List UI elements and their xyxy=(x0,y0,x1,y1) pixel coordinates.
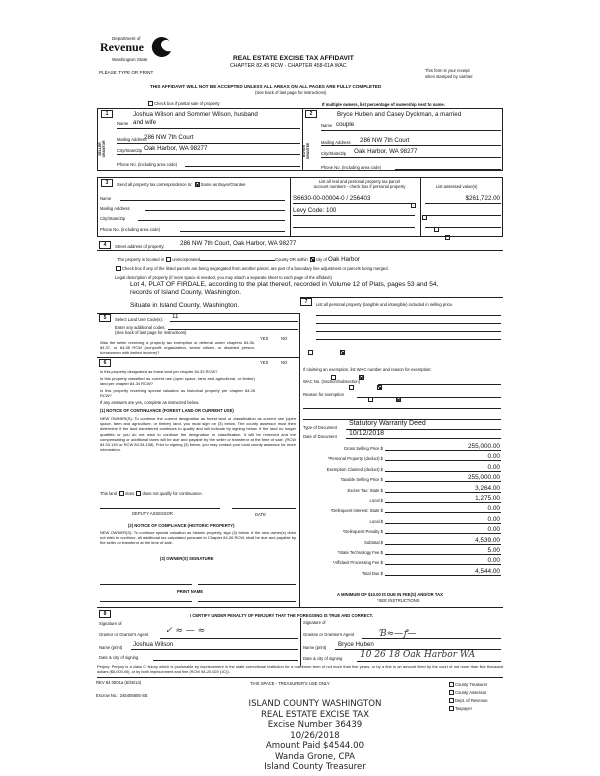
owner-signature-field[interactable] xyxy=(100,584,192,585)
city-checkbox[interactable] xyxy=(310,257,315,262)
copy-dept-revenue: Dept. of Revenue xyxy=(455,698,488,703)
dor-logo-icon xyxy=(150,35,174,57)
amount-line xyxy=(385,512,501,513)
personal-property-checkbox[interactable] xyxy=(434,227,439,232)
buyer-phone-label: Phone No. (including area code) xyxy=(321,165,382,170)
land-use-code[interactable]: 11 xyxy=(172,313,179,320)
q-no-checkbox[interactable] xyxy=(340,350,345,355)
legal-description-1[interactable]: Lot 4, PLAT OF FIRDALE, according to the plat thereof, recorded in Volume 12 of Plats, pages 53 and 54, xyxy=(130,281,439,288)
logo-state: Washington State xyxy=(112,57,148,62)
copy-checkbox[interactable] xyxy=(449,698,454,703)
corr-city-label: City/State/Zip xyxy=(100,216,126,221)
amount-line xyxy=(385,471,501,472)
stamp-line: REAL ESTATE EXCISE TAX xyxy=(260,709,370,720)
amount-value[interactable]: 1,275.00 xyxy=(475,495,500,502)
section-4-number: 4 xyxy=(99,241,111,249)
exemption-label: If claiming an exemption, list WAC number and reason for exemption: xyxy=(303,367,432,372)
line xyxy=(425,227,501,228)
send-correspondence-label: Send all property tax correspondence to: xyxy=(117,182,193,187)
buyer-name-label: Name xyxy=(321,123,333,128)
unincorporated-checkbox[interactable] xyxy=(166,257,171,262)
stamp-date: 10/26/2018 xyxy=(290,730,340,741)
line xyxy=(97,677,503,678)
q-yes-checkbox[interactable] xyxy=(349,385,354,390)
escrow-number: Escrow No.: 245405605-SE xyxy=(96,693,148,698)
personal-property-checkbox[interactable] xyxy=(411,203,416,208)
form-title: REAL ESTATE EXCISE TAX AFFIDAVIT xyxy=(233,55,354,62)
date-label: DATE xyxy=(255,512,266,517)
copy-distribution xyxy=(448,681,488,713)
parcel-header-2: account numbers - check box if personal property xyxy=(313,184,406,189)
section-6-number: 6 xyxy=(99,359,111,367)
date-city-label: Date & city of signing xyxy=(99,655,139,660)
corr-address-field[interactable] xyxy=(145,210,285,211)
line xyxy=(97,607,503,608)
line xyxy=(97,313,300,314)
buyer-label: BUYER GRANTEE xyxy=(302,142,310,160)
copy-county-treasurer: County Treasurer xyxy=(455,682,488,687)
amount-line xyxy=(385,450,501,451)
reason-field[interactable] xyxy=(357,397,501,398)
segregated-checkbox[interactable] xyxy=(116,266,121,271)
doc-date-label: Date of Document xyxy=(303,434,337,439)
amount-line xyxy=(385,502,501,503)
current-use-question: Is this property classified as current use (open space, farm and agricultural, or timber) land per chapter 84.34 RCW? xyxy=(100,376,255,387)
located-label: The property is located in xyxy=(117,257,165,262)
doc-date[interactable]: 10/12/2018 xyxy=(349,430,385,437)
section-1-number: 1 xyxy=(101,110,113,118)
print-name-field[interactable] xyxy=(100,601,192,602)
partial-label: Check box if partial sale of property xyxy=(154,101,220,106)
amount-value[interactable]: 0.00 xyxy=(487,515,500,523)
amount-label: Excise Tax: State $ xyxy=(347,487,383,493)
multiple-owners-note: If multiple owners, list percentage of ownership next to name. xyxy=(322,102,445,107)
historic-question: Is this property receiving special valuation as historical property per chapter 84.26 RCW? xyxy=(100,388,255,399)
stamp-excise-number: Excise Number 36439 xyxy=(267,720,363,730)
copy-checkbox[interactable] xyxy=(449,690,454,695)
copy-checkbox[interactable] xyxy=(449,706,454,711)
notice-continuance-text: NEW OWNER(S): To continue the current designation as forest land or classification as current use (open space, farm and agriculture, or timber) land, you must sign on (3) below. The county assessor must then determine if the land transferred continues to qualify and will indicate by signing below. If the land no longer qualifies or you do not wish to continue the designation or classification, it will be removed and the compensating or additional taxes will be due and payable by the seller or transferor at the time of sale. (RCW 84.33.140 or RCW 84.34.108). Prior to signing (3) below, you may contact your local county assessor for more information. xyxy=(100,416,296,453)
personal-property-checkbox[interactable] xyxy=(422,215,427,220)
signature-of-label: Signature of xyxy=(303,620,326,625)
assessed-value[interactable]: $261,722.00 xyxy=(465,195,500,202)
grantee-date-city[interactable]: 10 26 18 Oak Harbor WA xyxy=(360,650,476,660)
corr-name-label: Name xyxy=(100,196,112,201)
additional-codes-label: Enter any additional codes: xyxy=(115,325,166,330)
amount-line xyxy=(385,460,501,461)
buyer-name-2[interactable]: couple xyxy=(336,121,355,128)
line xyxy=(425,203,501,204)
divider xyxy=(420,177,421,237)
amount-label: *Affidavit Processing Fee $ xyxy=(332,560,383,566)
reason-field[interactable] xyxy=(303,408,501,409)
form-chapter: CHAPTER 82.45 RCW - CHAPTER 458-61A WAC xyxy=(230,63,347,69)
line xyxy=(293,203,415,204)
unincorporated-label: unincorporated xyxy=(172,257,201,262)
legal-description-2[interactable]: records of Island County, Washington. xyxy=(130,289,242,296)
seller-address-label: Mailing Address xyxy=(117,137,147,142)
seller-city[interactable]: Oak Harbor, WA 98277 xyxy=(144,145,208,152)
assessed-header: List assessed value(s) xyxy=(436,184,478,189)
personal-property-field[interactable] xyxy=(316,331,501,332)
county-or-label: County OR within xyxy=(275,257,308,262)
seller-phone-field[interactable] xyxy=(185,166,300,167)
name-print-label: Name (print) xyxy=(99,645,123,650)
amount-label: *Personal Property (deduct) $ xyxy=(327,456,383,462)
owner-signature-label: (3) OWNER(S) SIGNATURE xyxy=(160,556,214,561)
amount-line xyxy=(385,481,501,482)
line xyxy=(300,297,503,298)
seller-address[interactable]: 286 NW 7th Court xyxy=(144,134,194,141)
reason-label: Reason for exemption xyxy=(303,392,344,397)
stamp-line: ISLAND COUNTY WASHINGTON xyxy=(248,699,382,709)
date-city-label: Date & city of signing xyxy=(303,656,343,661)
yes-header: YES xyxy=(260,336,269,341)
section-2-number: 2 xyxy=(305,110,317,118)
print-name-field[interactable] xyxy=(198,601,296,602)
amount-line xyxy=(385,492,501,493)
this-land-label: This land xyxy=(100,491,117,496)
grantor-agent-label: Grantor or Grantor's Agent xyxy=(99,632,149,637)
amount-value[interactable]: 0.00 xyxy=(487,557,500,565)
amount-label: Subtotal $ xyxy=(364,539,383,545)
line xyxy=(97,357,300,358)
q-yes-checkbox[interactable] xyxy=(308,350,313,355)
amount-line xyxy=(385,533,501,534)
stamp-treasurer-title: Island County Treasurer xyxy=(264,762,366,772)
stamp-treasurer-name: Wanda Grone, CPA xyxy=(274,751,356,762)
divider xyxy=(290,177,291,237)
see-back: (See back of last page for instructions) xyxy=(255,90,327,95)
seller-label: SELLER GRANTOR xyxy=(98,140,106,158)
does-label: does xyxy=(125,491,135,496)
q-yes-checkbox[interactable] xyxy=(368,397,373,402)
amount-value[interactable]: 3,264.00 xyxy=(475,484,500,492)
buyer-address-label: Mailing Address xyxy=(321,140,351,145)
line xyxy=(170,321,298,322)
buyer-city-label: City/State/Zip xyxy=(321,151,347,156)
deputy-signature-field[interactable] xyxy=(100,508,220,509)
section-3-number: 3 xyxy=(101,179,113,187)
corr-city-field[interactable] xyxy=(138,220,285,221)
no-header: NO xyxy=(281,336,288,341)
corr-phone-field[interactable] xyxy=(180,231,285,232)
land-use-label: Select Land Use Code(s): xyxy=(115,317,163,322)
amount-label: *State Technology Fee $ xyxy=(337,550,383,555)
seller-city-label: City/State/Zip xyxy=(117,148,143,153)
logo-revenue: Revenue xyxy=(100,40,144,54)
signature-of-label: Signature of xyxy=(99,621,122,626)
notice-compliance-text: NEW OWNER(S): To continue special valuation as historic property, sign (3) below. If the new owner(s) does not wish to continue, all additional tax calculated pursuant to Chapter 84.26 RCW, shall be due and payable by the seller or transferor at the time of sale. xyxy=(100,530,296,546)
legal-description-label: Legal description of property (if more space is needed, you may attach a separate sheet to each page of the affidavit) xyxy=(115,275,332,280)
notice-continuance-title: (1) NOTICE OF CONTINUANCE (FOREST LAND OR CURRENT USE) xyxy=(100,408,234,413)
line xyxy=(160,638,298,639)
parcel-header: List all real and personal property tax parcel xyxy=(318,179,401,184)
owner-signature-field[interactable] xyxy=(198,584,296,585)
street-address[interactable]: 286 NW 7th Court, Oak Harbor, WA 98277 xyxy=(180,240,297,247)
forest-question: Is this property designated as forest land per chapter 84.33 RCW? xyxy=(100,369,218,374)
amount-value[interactable]: 255,000.00 xyxy=(468,474,500,482)
legal-description-3[interactable]: Situate in Island County, Washington. xyxy=(130,302,240,309)
notice-compliance-title: (2) NOTICE OF COMPLIANCE (HISTORIC PROPERTY) xyxy=(128,523,235,528)
corr-address-label: Mailing Address xyxy=(100,206,130,211)
doc-type[interactable]: Statutory Warranty Deed xyxy=(349,420,426,427)
line xyxy=(357,661,501,662)
receipt-note: This form is your receipt xyxy=(425,68,470,73)
wac-field[interactable] xyxy=(378,384,501,385)
line xyxy=(321,145,501,146)
doc-type-label: Type of Document xyxy=(303,425,337,430)
logo-dept: Department of xyxy=(112,36,141,41)
amount-value[interactable]: 0.00 xyxy=(487,505,500,513)
grantee-name[interactable]: Bryce Huben xyxy=(338,641,374,648)
grantor-signature[interactable]: ✓ ≈ — ≈ xyxy=(165,626,206,636)
personal-property-field[interactable] xyxy=(316,315,501,316)
line xyxy=(131,649,298,650)
seller-name-2[interactable]: and wife xyxy=(133,119,157,126)
line xyxy=(321,157,501,158)
line xyxy=(97,250,503,251)
buyer-phone-field[interactable] xyxy=(395,169,501,170)
amount-line xyxy=(385,575,501,576)
parcel-number[interactable]: S6630-00-00004-0 / 256403 xyxy=(293,195,371,202)
buyer-name-1[interactable]: Bryce Huben and Casey Dyckman, a married xyxy=(337,111,462,118)
exemption-question: Was the seller receiving a property tax exemption or deferral under chapters 84.36, 84.37, or 84.38 RCW (nonprofit organization, senior citizen, or disabled person, homeowner with limited income)? xyxy=(100,340,255,356)
line xyxy=(321,130,501,131)
grantee-agent-label: Grantee or Grantee's Agent xyxy=(303,632,355,637)
line xyxy=(117,128,300,129)
line xyxy=(346,438,501,439)
amount-line xyxy=(385,544,501,545)
q-no-checkbox[interactable] xyxy=(396,397,401,402)
city-of-label: city of xyxy=(315,257,327,262)
name-print-label: Name (print) xyxy=(303,645,327,650)
amount-value[interactable]: 5.00 xyxy=(487,547,500,554)
certify-statement: I CERTIFY UNDER PENALTY OF PERJURY THAT THE FOREGOING IS TRUE AND CORRECT. xyxy=(190,613,373,618)
segregated-label: Check box if any of the listed parcels are being segregated from another parcel, are part of a boundary line adjustment or parcels being merged. xyxy=(122,266,389,271)
section-8-number: 8 xyxy=(99,610,111,618)
additional-codes-field[interactable] xyxy=(168,329,298,330)
line xyxy=(293,215,415,216)
same-as-buyer-label: Same as Buyer/Grantee xyxy=(200,182,246,187)
line xyxy=(117,154,300,155)
amount-label: *Delinquent Interest: State $ xyxy=(330,508,383,514)
corr-phone-label: Phone No. (including area code) xyxy=(100,227,161,232)
amount-value[interactable]: 0.00 xyxy=(487,453,500,461)
does-not-checkbox[interactable] xyxy=(136,491,141,496)
line xyxy=(425,215,501,216)
grantor-name[interactable]: Joshua Wilson xyxy=(133,641,174,648)
warning: THIS AFFIDAVIT WILL NOT BE ACCEPTED UNLESS ALL AREAS ON ALL PAGES ARE FULLY COMPLETED xyxy=(150,84,382,89)
print-name-label: PRINT NAME xyxy=(177,589,204,594)
treasurer-use-label: THIS SPACE - TREASURER'S USE ONLY xyxy=(250,681,330,686)
amount-value[interactable]: 0.00 xyxy=(487,526,500,534)
deputy-assessor-label: DEPUTY ASSESSOR xyxy=(132,511,173,516)
does-not-label: does not qualify for continuance. xyxy=(142,491,203,496)
does-checkbox[interactable] xyxy=(119,491,124,496)
seller-name-1[interactable]: Joshua Wilson and Sommer Wilson, husband xyxy=(133,111,258,118)
amount-line xyxy=(385,554,501,555)
personal-property-label: List all personal property (tangible and intangible) included in selling price. xyxy=(316,302,454,307)
amount-label: *Delinquent Penalty $ xyxy=(342,529,383,535)
same-as-buyer-checkbox[interactable] xyxy=(195,182,200,187)
copy-checkbox[interactable] xyxy=(449,682,454,687)
corr-name-field[interactable] xyxy=(120,200,285,201)
line xyxy=(117,143,300,144)
levy-code[interactable]: Levy Code: 100 xyxy=(293,207,337,214)
personal-property-field[interactable] xyxy=(316,339,501,340)
amount-line xyxy=(385,564,501,565)
q-no-checkbox[interactable] xyxy=(377,385,382,390)
no-header: NO xyxy=(281,360,288,365)
partial-sale-checkbox[interactable] xyxy=(147,101,220,106)
amount-value[interactable]: 0.00 xyxy=(487,463,500,471)
please-type: PLEASE TYPE OR PRINT xyxy=(99,70,154,75)
amount-value[interactable]: 255,000.00 xyxy=(468,443,500,450)
wac-label: WAC No. (Section/Subsection) xyxy=(303,379,361,384)
section-7-number: 7 xyxy=(300,298,312,306)
amount-label: Taxable Selling Price $ xyxy=(340,477,383,483)
copy-taxpayer: Taxpayer xyxy=(455,706,472,711)
amount-line xyxy=(385,523,501,524)
if-yes-note: If any answers are yes, complete as instructed below. xyxy=(100,400,200,405)
personal-property-checkbox[interactable] xyxy=(445,235,450,240)
line xyxy=(362,638,501,639)
buyer-city[interactable]: Oak Harbor, WA 98277 xyxy=(354,148,418,155)
amount-label: Local $ xyxy=(369,498,383,503)
amount-value[interactable]: 4,544.00 xyxy=(475,567,500,575)
see-back-instr: (See back of last page for instructions) xyxy=(115,330,187,335)
line xyxy=(293,227,415,228)
form-revision: REV 84 0001a (6/26/14) xyxy=(96,680,142,685)
treasurer-stamp xyxy=(200,699,430,773)
receipt-note-2: when stamped by cashier. xyxy=(425,74,474,79)
seller-name-label: Name xyxy=(117,121,129,126)
amount-label: Total Due $ xyxy=(361,570,383,576)
perjury-note: Perjury: Perjury is a class C felony which is punishable by imprisonment in the state correctional institution for a maximum term of not more than five years, or by a fine in an amount fixed by the court of not more than five thousand dollars ($5,000.00), or by both imprisonment and fine (RCW 9A.20.020 (1C)). xyxy=(97,664,503,674)
section-5-number: 5 xyxy=(99,314,111,322)
deputy-date-field[interactable] xyxy=(232,508,296,509)
amount-label: Gross Selling Price $ xyxy=(343,446,383,451)
divider xyxy=(300,618,301,666)
buyer-address[interactable]: 286 NW 7th Court xyxy=(360,137,410,144)
amount-value[interactable]: 4,539.00 xyxy=(475,536,500,544)
yes-header: YES xyxy=(260,360,269,365)
amount-label: Exemption Claimed (deduct) $ xyxy=(326,466,383,472)
grantor-date-city-field[interactable] xyxy=(153,660,298,661)
minimum-note: A MINIMUM OF $10.00 IS DUE IN FEE(S) AND/OR TAX xyxy=(337,592,443,597)
city-value[interactable]: Oak Harbor xyxy=(328,256,360,263)
seller-phone-label: Phone No. (including area code) xyxy=(117,162,178,167)
see-instructions: *SEE INSTRUCTIONS xyxy=(377,598,420,603)
grantee-signature[interactable]: Ɓ≈—ꝭ— xyxy=(380,629,417,639)
amount-label: Local $ xyxy=(369,518,383,524)
personal-property-field[interactable] xyxy=(316,323,501,324)
street-address-label: Street address of property: xyxy=(115,244,165,249)
stamp-amount-paid: Amount Paid $4544.00 xyxy=(265,741,365,751)
copy-county-assessor: County Assessor xyxy=(455,690,487,695)
